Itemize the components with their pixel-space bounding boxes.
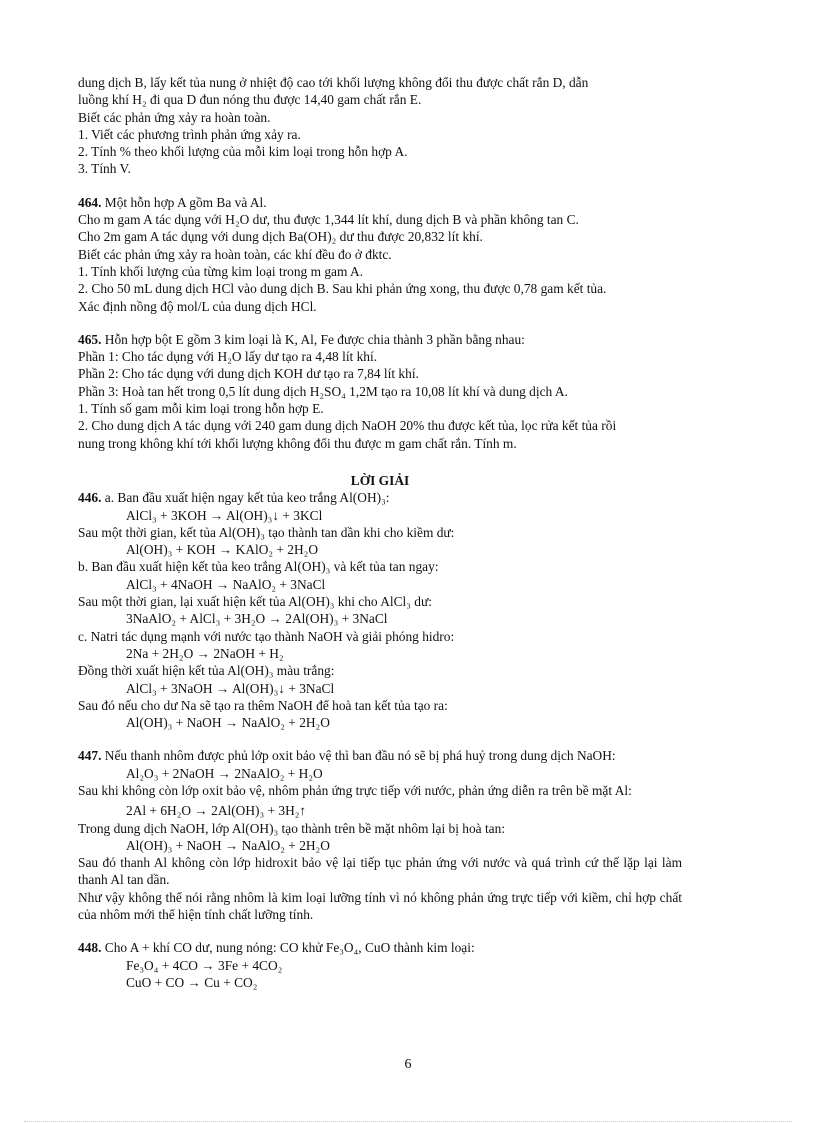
problem-465-line: 2. Cho dung dịch A tác dụng với 240 gam dung dịch NaOH 20% thu được kết tủa, lọc rửa kết tủa rồi bbox=[78, 418, 617, 434]
problem-465-line: nung trong không khí tới khối lượng không đổi thu được m gam chất rắn. Tính m. bbox=[78, 435, 517, 451]
intro-line-1: dung dịch B, lấy kết tủa nung ở nhiệt độ cao tới khối lượng không đổi thu được chất rắn D, dẫn bbox=[78, 75, 589, 90]
problem-464-line: Biết các phản ứng xảy ra hoàn toàn, các khí đều đo ở đktc. bbox=[78, 246, 392, 262]
solution-heading: LỜI GIẢI bbox=[350, 472, 410, 488]
equation: AlCl₃ + 4NaOH → NaAlO₂ + 3NaCl bbox=[126, 576, 326, 592]
intro-line-3: Biết các phản ứng xảy ra hoàn toàn. bbox=[78, 109, 271, 125]
problem-465-title: 465. Hỗn hợp bột E gồm 3 kim loại là K, Al, Fe được chia thành 3 phần bằng nhau: bbox=[78, 331, 525, 347]
problem-464-number: 464. bbox=[78, 194, 102, 210]
solution-447-number: 447. bbox=[78, 748, 102, 764]
problem-464-line: Xác định nồng độ mol/L của dung dịch HCl. bbox=[78, 298, 317, 314]
solution-448-number: 448. bbox=[78, 940, 102, 956]
solution-448-title: 448. Cho A + khí CO dư, nung nóng: CO khử Fe₃O₄, CuO thành kim loại: bbox=[78, 940, 475, 956]
equation: Al₂O₃ + 2NaOH → 2NaAlO₂ + H₂O bbox=[126, 765, 323, 781]
problem-465-line: Phần 1: Cho tác dụng với H₂O lấy dư tạo ra 4,48 lít khí. bbox=[78, 349, 378, 365]
intro-line-6: 3. Tính V. bbox=[78, 161, 131, 177]
page-number: 6 bbox=[404, 1057, 412, 1072]
problem-465-number: 465. bbox=[78, 331, 102, 347]
solution-text: Trong dung dịch NaOH, lớp Al(OH)₃ tạo thành trên bề mặt nhôm lại bị hoà tan: bbox=[78, 820, 506, 836]
solution-text: Sau một thời gian, kết tủa Al(OH)₃ tạo thành tan dần khi cho kiềm dư: bbox=[78, 524, 455, 540]
equation: Fe₃O₄ + 4CO → 3Fe + 4CO₂ bbox=[126, 957, 283, 973]
problem-464-line: 2. Cho 50 mL dung dịch HCl vào dung dịch B. Sau khi phản ứng xong, thu được 0,78 gam kết tủa. bbox=[78, 281, 607, 297]
problem-464-title: 464. Một hỗn hợp A gồm Ba và Al. bbox=[78, 194, 267, 210]
equation: AlCl₃ + 3NaOH → Al(OH)₃↓ + 3NaCl bbox=[126, 680, 335, 696]
equation: CuO + CO → Cu + CO₂ bbox=[126, 974, 258, 990]
solution-text: Sau đó thanh Al không còn lớp hidroxit bảo vệ lại tiếp tục phản ứng với nước và quá trình cứ thế lặp lại làm thanh Al tan dần. bbox=[78, 855, 682, 888]
page-bottom-rule bbox=[24, 1121, 792, 1122]
solution-text: Như vậy không thể nói rằng nhôm là kim loại lưỡng tính vì nó không phản ứng trực tiếp với kiềm, chỉ hợp chất của nhôm mới thể hiện tính chất lưỡng tính. bbox=[78, 889, 682, 923]
solution-text: c. Natri tác dụng mạnh với nước tạo thành NaOH và giải phóng hidro: bbox=[78, 628, 455, 644]
problem-464-line: Cho m gam A tác dụng với H₂O dư, thu được 1,344 lít khí, dung dịch B và phần không tan C. bbox=[78, 212, 579, 228]
problem-465-line: Phần 3: Hoà tan hết trong 0,5 lít dung dịch H₂SO₄ 1,2M tạo ra 10,08 lít khí và dung dịch A. bbox=[78, 383, 568, 399]
solution-text: b. Ban đầu xuất hiện kết tủa keo trắng Al(OH)₃ và kết tủa tan ngay: bbox=[78, 559, 439, 575]
equation: 3NaAlO₂ + AlCl₃ + 3H₂O → 2Al(OH)₃ + 3NaCl bbox=[126, 611, 388, 627]
solution-447-title: 447. Nếu thanh nhôm được phủ lớp oxit bảo vệ thì ban đầu nó sẽ bị phá huỷ trong dung dịch NaOH: bbox=[78, 748, 616, 764]
solution-text: Sau một thời gian, lại xuất hiện kết tủa Al(OH)₃ khi cho AlCl₃ dư: bbox=[78, 594, 432, 610]
solution-text: Sau đó nếu cho dư Na sẽ tạo ra thêm NaOH để hoà tan kết tủa tạo ra: bbox=[78, 697, 448, 713]
equation: Al(OH)₃ + NaOH → NaAlO₂ + 2H₂O bbox=[126, 837, 330, 853]
equation: 2Al + 6H₂O → 2Al(OH)₃ + 3H₂↑ bbox=[126, 803, 307, 819]
equation: Al(OH)₃ + NaOH → NaAlO₂ + 2H₂O bbox=[126, 715, 330, 731]
solution-446-number: 446. bbox=[78, 490, 102, 506]
solution-446-title: 446. a. Ban đầu xuất hiện ngay kết tủa keo trắng Al(OH)₃: bbox=[78, 490, 390, 506]
problem-464-line: Cho 2m gam A tác dụng với dung dịch Ba(OH)₂ dư thu được 20,832 lít khí. bbox=[78, 229, 483, 245]
problem-464-line: 1. Tính khối lượng của từng kim loại trong m gam A. bbox=[78, 263, 364, 279]
problem-465-line: Phần 2: Cho tác dụng với dung dịch KOH dư tạo ra 7,84 lít khí. bbox=[78, 366, 419, 382]
document-page bbox=[78, 74, 682, 991]
equation: Al(OH)₃ + KOH → KAlO₂ + 2H₂O bbox=[126, 542, 319, 558]
solution-text: Đồng thời xuất hiện kết tủa Al(OH)₃ màu trắng: bbox=[78, 663, 335, 679]
equation: 2Na + 2H₂O → 2NaOH + H₂ bbox=[126, 645, 284, 661]
equation: AlCl₃ + 3KOH → Al(OH)₃↓ + 3KCl bbox=[126, 507, 323, 523]
problem-465-line: 1. Tính số gam mỗi kim loại trong hỗn hợp E. bbox=[78, 401, 324, 417]
solution-text: Sau khi không còn lớp oxit bảo vệ, nhôm phản ứng trực tiếp với nước, phản ứng diễn ra trên bề mặt Al: bbox=[78, 782, 632, 798]
intro-line-2: luồng khí H₂ đi qua D đun nóng thu được 14,40 gam chất rắn E. bbox=[78, 92, 422, 108]
intro-line-5: 2. Tính % theo khối lượng của mỗi kim loại trong hỗn hợp A. bbox=[78, 144, 408, 160]
intro-line-4: 1. Viết các phương trình phản ứng xảy ra. bbox=[78, 126, 301, 142]
